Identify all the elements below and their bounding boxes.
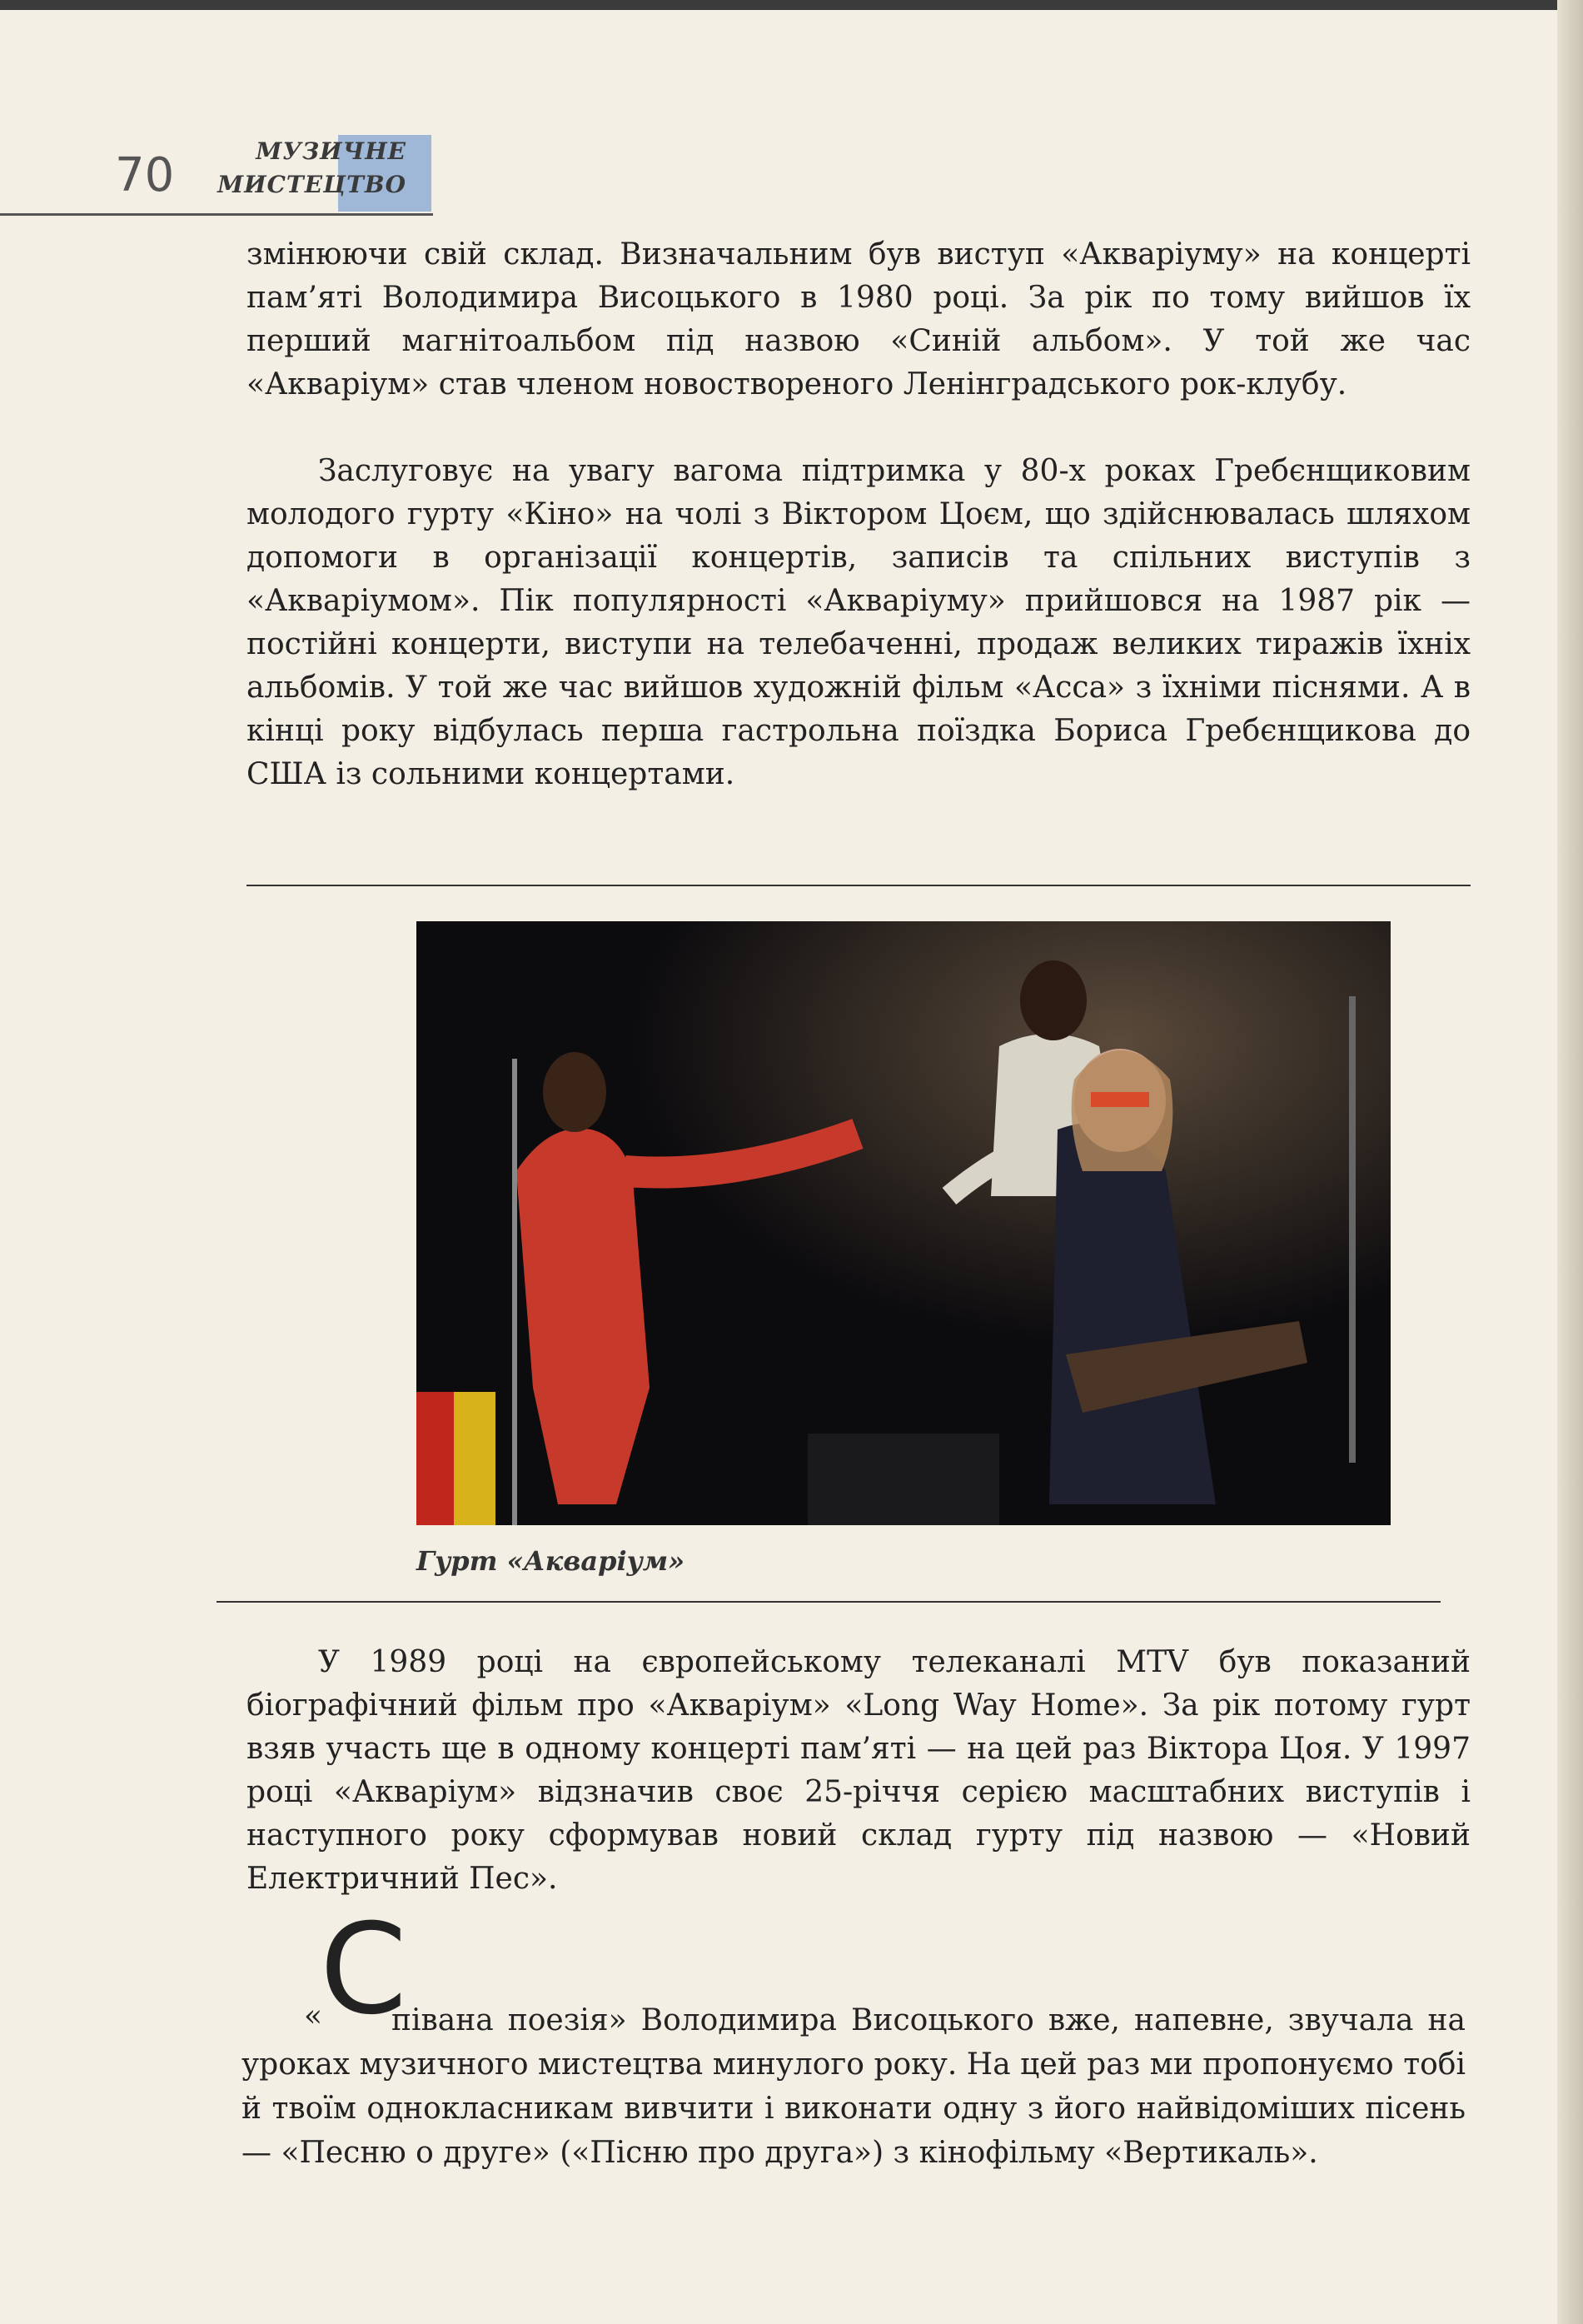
subject-line-2: МИСТЕЦТВО [217, 171, 406, 198]
paragraph-4 [241, 1998, 1466, 2175]
band-photo-illustration [416, 921, 1391, 1525]
subject-label [208, 135, 431, 212]
page-header [0, 125, 450, 217]
band-photo [416, 921, 1391, 1525]
opening-quote: « [304, 1999, 323, 2033]
photo-caption: Гурт «Акваріум» [416, 1545, 685, 1577]
top-band [0, 0, 1583, 10]
drop-cap-letter: С [320, 1898, 407, 2042]
page-edge [1557, 0, 1583, 2324]
paragraph-2: Заслуговує на увагу вагома підтримка у 80-х роках Гребєнщиковим молодого гурту «Кіно» на чолі з Віктором Цоєм, що здійснювалась шляхом допомоги в організації концертів, записів та спільних виступів з «Акваріумом». Пік популярності «Акваріуму» прийшовся на 1987 рік — постійні концерти, виступи на телебаченні, продаж великих тиражів їхніх альбомів. У той же час вийшов художній фільм «Асса» з їхніми піснями. А в кінці року відбулась перша гастрольна поїздка Бориса Гребєнщикова до США із сольними концертами. [246, 454, 1471, 791]
figure-top-rule [246, 885, 1471, 886]
paragraph-4-text: півана поезія» Володимира Висоцького вже, напевне, звучала на уроках музичного мистецтва минулого року. На цей раз ми пропонуємо тобі й твоїм однокласникам вивчити і виконати одну з його найвідоміших пісень — «Песню о друге» («Пісню про друга») з кінофільму «Вертикаль». [241, 2003, 1466, 2170]
page-number: 70 [115, 148, 175, 202]
figure-bottom-rule [217, 1601, 1441, 1603]
paragraph-1: змінюючи свій склад. Визначальним був виступ «Акваріуму» на концерті пам’яті Володимира Висоцького в 1980 році. За рік по тому вийшов їх перший магнітоальбом під назвою «Синій альбом». У той же час «Акваріум» став членом новоствореного Ленінградського рок-клубу. [246, 237, 1471, 401]
header-rule [0, 213, 433, 216]
paragraph-3: У 1989 році на європейському телеканалі MTV був показаний біографічний фільм про «Акваріум» «Long Way Home». За рік потому гурт взяв участь ще в одному концерті пам’яті — на цей раз Віктора Цоя. У 1997 році «Акваріум» відзначив своє 25-річчя серією масштабних виступів і наступного року сформував новий склад гурту під назвою — «Новий Електричний Пес». [246, 1645, 1471, 1896]
subject-line-1: МУЗИЧНЕ [256, 137, 406, 165]
